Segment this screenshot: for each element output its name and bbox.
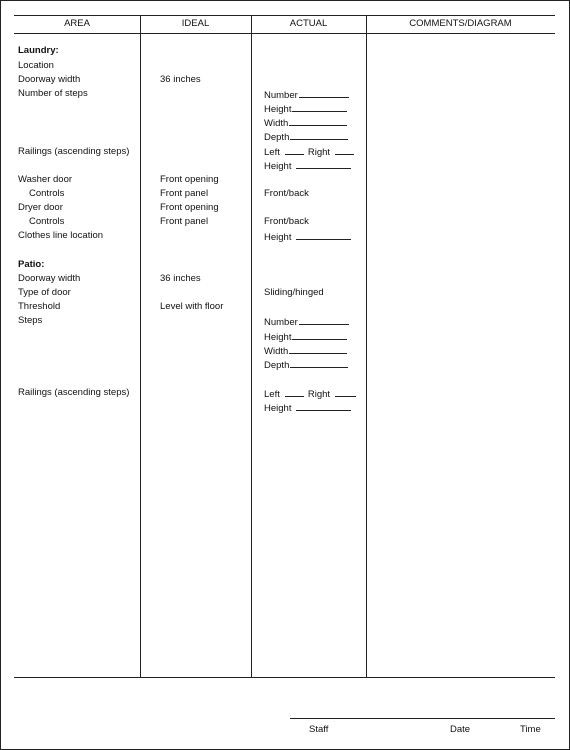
patio-width-field bbox=[264, 344, 347, 358]
header-ideal: IDEAL bbox=[181, 18, 210, 29]
patio-type-of-door-label: Type of door bbox=[18, 287, 71, 298]
patio-railings-label: Railings (ascending steps) bbox=[18, 387, 130, 398]
column-divider-3 bbox=[366, 15, 367, 677]
laundry-depth-label: Depth bbox=[264, 132, 290, 143]
clothes-line-height-field bbox=[264, 230, 351, 244]
patio-width-blank[interactable] bbox=[289, 344, 347, 354]
laundry-right-label: Right bbox=[307, 147, 331, 158]
laundry-doorway-width-label: Doorway width bbox=[18, 74, 81, 85]
header-top-rule bbox=[14, 15, 555, 16]
header-comments-diagram: COMMENTS/DIAGRAM bbox=[409, 18, 512, 29]
patio-railing-height-blank[interactable] bbox=[296, 401, 351, 411]
dryer-controls-label: Controls bbox=[29, 216, 65, 227]
dryer-door-ideal: Front opening bbox=[160, 202, 219, 213]
header-bottom-rule bbox=[14, 33, 555, 34]
washer-door-label: Washer door bbox=[18, 174, 73, 185]
laundry-number-field bbox=[264, 88, 349, 102]
washer-door-ideal: Front opening bbox=[160, 174, 219, 185]
patio-left-label: Left bbox=[264, 389, 280, 400]
laundry-railings-field bbox=[264, 145, 354, 159]
laundry-width-field bbox=[264, 116, 347, 130]
laundry-railings-label: Railings (ascending steps) bbox=[18, 146, 130, 157]
laundry-number-blank[interactable] bbox=[299, 88, 349, 98]
patio-section-title: Patio: bbox=[18, 259, 45, 270]
patio-left-blank[interactable] bbox=[285, 387, 304, 397]
patio-railing-height-label: Height bbox=[264, 403, 292, 414]
patio-type-of-door-actual: Sliding/hinged bbox=[264, 287, 324, 298]
patio-depth-field bbox=[264, 358, 348, 372]
laundry-left-label: Left bbox=[264, 147, 280, 158]
patio-threshold-label: Threshold bbox=[18, 301, 61, 312]
header-area: AREA bbox=[64, 18, 90, 29]
laundry-doorway-width-ideal: 36 inches bbox=[160, 74, 201, 85]
column-divider-1 bbox=[140, 15, 141, 677]
patio-height-label: Height bbox=[264, 332, 292, 343]
patio-railings-field bbox=[264, 387, 356, 401]
laundry-width-label: Width bbox=[264, 118, 289, 129]
footer-date-label: Date bbox=[450, 724, 471, 735]
dryer-door-label: Dryer door bbox=[18, 202, 63, 213]
patio-width-label: Width bbox=[264, 346, 289, 357]
patio-height-blank[interactable] bbox=[292, 330, 347, 340]
footer-staff-label: Staff bbox=[309, 724, 329, 735]
laundry-location-label: Location bbox=[18, 60, 54, 71]
laundry-number-label: Number bbox=[264, 90, 298, 101]
signature-line[interactable] bbox=[290, 718, 555, 719]
laundry-left-blank[interactable] bbox=[285, 145, 304, 155]
column-divider-2 bbox=[251, 15, 252, 677]
laundry-railing-height-blank[interactable] bbox=[296, 159, 351, 169]
washer-controls-label: Controls bbox=[29, 188, 65, 199]
patio-number-field bbox=[264, 315, 349, 329]
washer-controls-ideal: Front panel bbox=[160, 188, 209, 199]
laundry-depth-blank[interactable] bbox=[290, 130, 348, 140]
washer-controls-actual: Front/back bbox=[264, 188, 309, 199]
footer-time-label: Time bbox=[520, 724, 541, 735]
clothes-line-location-label: Clothes line location bbox=[18, 230, 104, 241]
patio-height-field bbox=[264, 330, 347, 344]
clothes-line-height-label: Height bbox=[264, 232, 292, 243]
header-actual: ACTUAL bbox=[289, 18, 328, 29]
laundry-height-field bbox=[264, 102, 347, 116]
laundry-height-label: Height bbox=[264, 104, 292, 115]
patio-railing-height-field bbox=[264, 401, 351, 415]
dryer-controls-actual: Front/back bbox=[264, 216, 309, 227]
laundry-height-blank[interactable] bbox=[292, 102, 347, 112]
laundry-right-blank[interactable] bbox=[335, 145, 354, 155]
patio-threshold-ideal: Level with floor bbox=[160, 301, 224, 312]
patio-number-blank[interactable] bbox=[299, 315, 349, 325]
clothes-line-height-blank[interactable] bbox=[296, 230, 351, 240]
patio-depth-label: Depth bbox=[264, 360, 290, 371]
patio-doorway-width-label: Doorway width bbox=[18, 273, 81, 284]
patio-number-label: Number bbox=[264, 317, 298, 328]
table-bottom-rule bbox=[14, 677, 555, 678]
laundry-depth-field bbox=[264, 130, 348, 144]
laundry-width-blank[interactable] bbox=[289, 116, 347, 126]
laundry-railing-height-field bbox=[264, 159, 351, 173]
patio-steps-label: Steps bbox=[18, 315, 43, 326]
patio-right-label: Right bbox=[307, 389, 331, 400]
dryer-controls-ideal: Front panel bbox=[160, 216, 209, 227]
patio-depth-blank[interactable] bbox=[290, 358, 348, 368]
patio-right-blank[interactable] bbox=[335, 387, 356, 397]
laundry-number-of-steps-label: Number of steps bbox=[18, 88, 88, 99]
laundry-railing-height-label: Height bbox=[264, 161, 292, 172]
patio-doorway-width-ideal: 36 inches bbox=[160, 273, 201, 284]
laundry-section-title: Laundry: bbox=[18, 45, 59, 56]
